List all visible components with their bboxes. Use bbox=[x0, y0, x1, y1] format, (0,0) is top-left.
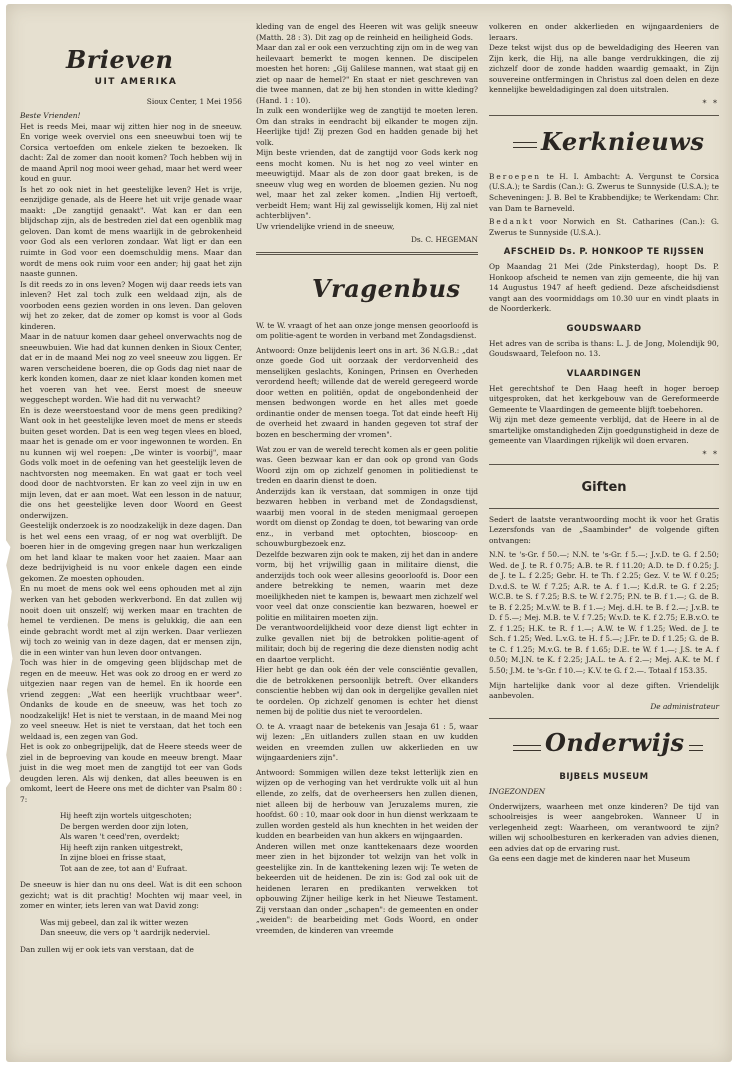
afscheid-heading: AFSCHEID Ds. P. HONKOOP TE RIJSSEN bbox=[503, 247, 705, 258]
brieven-title: Brieven bbox=[66, 45, 174, 74]
afscheid-text: Op Maandag 21 Mei (2de Pinksterdag), hoopt Ds. P. Honkoop afscheid te nemen van zijn gemeente, die hij van 14 Augustus 1947 af heeft gediend. Deze afscheidsdienst vangt aan des voormiddags om 10.30 uur en vindt plaats in de Noorderkerk. bbox=[489, 262, 719, 314]
divider bbox=[489, 464, 719, 465]
poem-line: Was mij gebeel, dan zal ik witter wezen bbox=[40, 917, 189, 927]
brieven-paragraph: Maar in de natuur komen daar geheel onverwachts nog de sneeuwbuien. Wie had dat kunnen denken in Sioux Center, dat er in de maand Mei nog zo veel sneeuw zou liggen. Er waren verscheidene boeren, die op Gods dag niet naar de kerk konden komen, daar ze niet klaar konden komen met het voeren van het vee. Eerst moest de sneeuw weggeschept worden. Wie had dit nu verwacht? bbox=[20, 332, 242, 405]
giften-signature: De administrateur bbox=[650, 701, 719, 711]
beroepen-label: Beroepen bbox=[489, 171, 542, 181]
brieven-paragraph: Is dit reeds zo in ons leven? Mogen wij daar reeds iets van inleven? Het zal toch zulk een weldaad zijn, als de voorboden eens gezien worden in ons leven. Dan geloven wij het zo zeker, dat de zomer op komst is voor al Gods kinderen. bbox=[20, 279, 242, 331]
poem-line: Dan sneeuw, die vers op 't aardrijk nederviel. bbox=[40, 928, 211, 938]
answer-continued: volkeren en onder akkerlieden en wijngaardeniers de leraars. bbox=[489, 22, 719, 42]
giften-intro: Sedert de laatste verantwoording mocht ik voor het Gratis Lezersfonds van de „Saambinder" de volgende giften ontvangen: bbox=[489, 514, 719, 545]
beroepen-text: te H. I. Ambacht: A. Vergunst te Corsica (U.S.A.); te Sardis (Can.): G. Zwerus te Sunnyside (U.S.A.); te Scheveningen: J. B. Bel te Krabbendijke; te Werkendam: Chr. van Dam te Barneveld. bbox=[489, 171, 719, 213]
brieven-paragraph: Dan zullen wij er ook iets van verstaan, dat de bbox=[20, 944, 194, 954]
poem-line: Als waren 't ceed'ren, overdekt; bbox=[60, 832, 180, 842]
kerknieuws-title: Kerknieuws bbox=[537, 130, 708, 154]
answer: Antwoord: Sommigen willen deze tekst letterlijk zien en wijzen op de verhoging van het verdrukte volk uit al hun ellende, zo zelfs, dat de overheersers hen zullen dienen, niet alleen bij de herbouw van Jeruzalems muren, zie hoofdst. 60 : 10, maar ook door in hun dienst werkzaam te zullen worden gesteld als hun knechten in het weiden der kudden en bearbeiden van hun akkers en wijngaarden. bbox=[256, 767, 478, 841]
vlaardingen-text: Het gerechtshof te Den Haag heeft in hoger beroep uitgesproken, dat het kerkgebouw van de Gereformeerde Gemeente te Vlaardingen de gemeente blijft toebehoren. bbox=[489, 383, 719, 414]
giften-title: Giften bbox=[581, 480, 627, 496]
answer: Anderzijds kan ik verstaan, dat sommigen in onze tijd bezwaren hebben in verband met de Zondagsdienst, waarbij men vooral in de steden menigmaal geroepen wordt om dienst op Zondag te doen, tot bewaring van orde enz., in verband met optochten, bioscoop- en schouwburgbezoek enz. bbox=[256, 486, 478, 549]
giften-list: N.N. te 's-Gr. f 50.—; N.N. te 's-Gr. f 5.—; J.v.D. te G. f 2.50; Wed. de J. te R. f 0.75; A.B. te R. f 11.20; A.D. te D. f 0.25; J. de J. te L. f 2.25; Gebr. H. te Th. f 2.25; Gez. V. te W. f 0.25; D.v.d.S. te W. f 7.25; A.R. te A. f 1.—; K.d.R. te G. f 2.25; W.C.B. te S. f 7.25; B.S. te W. f 2.75; P.N. te B. f 1.—; G. de B. te B. f 2.25; M.v.W. te B. f 1.—; Mej. d.H. te B. f 2.—; J.v.B. te D. f 5.—; Mej. M.B. te V. f 7.25; W.v.D. te K. f 2.75; E.B.v.O. te Z. f 1.25; H.K. te R. f 1.—; A.W. te W. f 1.25; Wed. de J. te Sch. f 1.25; Wed. L.v.G. te H. f 5.—; J.Fr. te D. f 1.25; G. de B. te C. f 1.25; M.v.G. te B. f 1.65; D.E. te W. f 1.—; J.S. te A. f 0.50; M.J.N. te K. f 2.25; J.A.L. te A. f 2.—; Mej. A.K. te M. f 5.50; J.M. te 's-Gr. f 10.—; K.V. te G. f 2.—. Totaal f 153.35. bbox=[489, 550, 719, 675]
brieven-paragraph: En is deze weerstoestand voor de mens geen prediking? Want ook in het geestelijke leven moet de mens er steeds buiten geset worden. Dat is een weg tegen vlees en bloed, maar het is genade om er voor ingewonnen te worden. En nu kunnen wij wel roepen: „De winter is voorbij", maar Gods volk moet in de oefening van het geestelijk leven de nachtvorsten nog meemaken. En wat gaat er toch veel dood door de nachtvorsten. Er kan zo veel zijn in uw en mijn leven, dat er aan moet. Wat een lesson in de natuur, die ons het geestelijke leven door Woord en Geest onderwijzen. bbox=[20, 405, 242, 520]
onderwijs-title: Onderwijs bbox=[541, 731, 689, 755]
brieven-paragraph: In zulk een wonderlijke weg de zangtijd te moeten leren. Om dan straks in eendracht bij elkander te mogen zijn. Heerlijke tijd! Zij prezen God en hadden genade bij het volk. bbox=[256, 106, 478, 147]
middle-column bbox=[256, 22, 478, 936]
bedankt-entry bbox=[489, 217, 719, 238]
divider bbox=[256, 252, 478, 255]
right-column bbox=[489, 22, 719, 865]
kerknieuws-banner bbox=[489, 126, 719, 160]
answer: Antwoord: Onze belijdenis leert ons in art. 36 N.G.B.: „dat onze goede God uit oorzaak der verdorvenheid des menselijken geslachts, Koningen, Prinsen en Overheden verordend heeft; willende dat de wereld geregeerd worde door wetten en politiën, opdat de ongebondenheid der mensen bedwongen worde en het alles met goede ordinantie onder de mensen toega. Tot dat einde heeft Hij de overheid het zwaard in handen gegeven tot straf der bozen en bescherming der vromen". bbox=[256, 345, 478, 439]
poem-line: Tot aan de zee, tot aan d' Eufraat. bbox=[60, 863, 188, 873]
brieven-paragraph: En nu moet de mens ook wel eens ophouden met al zijn werken van het geboden werkverbond. En dat zullen wij nooit doen uit onszelf; wij werken maar en trachten de hemel te verdienen. De mens is gelukkig, die aan een einde gebracht wordt met al zijn werken. Daar verliezen wij toch zo weinig van in deze dagen, dat er mensen zijn, die in een winter van hun leven door ontvangen. bbox=[20, 584, 242, 657]
onderwijs-text: Ga eens een dagje met de kinderen naar het Museum bbox=[489, 854, 691, 864]
answer: Anderen willen met onze kanttekenaars deze woorden meer zien in het bijzonder tot welzijn van het volk in geestelijke zin. In de kanttekening lezen wij: Te weten de bekeerden uit de heidenen. De zin is: God zal ook uit de heidenen leraren en predikanten verwekken tot opbouwing Zijner heilige kerk in het Nieuwe Testament. Zij verstaan dan onder „schapen": de gemeenten en onder „weiden": de bearbeiding met Gods Woord, en onder vreemden, de kinderen van vreemde bbox=[256, 841, 478, 935]
newspaper-page bbox=[6, 4, 732, 1062]
answer: Wat zou er van de wereld terecht komen als er geen politie was. Geen bezwaar kan er dan ook op grond van Gods Woord zijn om op zichzelf genomen in politiedienst te treden en daarin dienst te doen. bbox=[256, 444, 478, 486]
brieven-paragraph: Het is reeds Mei, maar wij zitten hier nog in de sneeuw. En vorige week overviel ons een sneeuwbui toen wij te Corsica vertoefden om enkele zieken te bezoeken. Ik dacht: Zal de zomer dan nooit komen? Toch hebben wij in de maand April nog mooi weer gehad, maar het werd weer koud en guur. bbox=[20, 121, 242, 184]
divider bbox=[489, 508, 719, 509]
brieven-column bbox=[20, 22, 242, 956]
brieven-paragraph: De sneeuw is hier dan nu ons deel. Wat is dit een schoon gezicht; wat is dit prachtig! Mochten wij maar veel, in zomer en winter, iets leren van wat David zong: bbox=[20, 880, 242, 911]
david-poem bbox=[40, 918, 242, 939]
dateline: Sioux Center, 1 Mei 1956 bbox=[146, 96, 242, 106]
answer: De verantwoordelijkheid voor deze dienst ligt echter in zulke gevallen niet bij de betrokken politie-agent of militair, doch bij de regering die deze diensten nodig acht en daartoe verplicht. bbox=[256, 623, 478, 664]
vragenbus-title: Vragenbus bbox=[312, 273, 461, 303]
brieven-paragraph: Uw vriendelijke vriend in de sneeuw, bbox=[256, 221, 395, 231]
giften-thanks: Mijn hartelijke dank voor al deze giften. Vriendelijk aanbevolen. bbox=[489, 680, 719, 701]
brieven-paragraph: kleding van de engel des Heeren wit was gelijk sneeuw (Matth. 28 : 3). Dit zag op de reinheid en heiligheid Gods. bbox=[256, 22, 478, 42]
vlaardingen-heading: VLAARDINGEN bbox=[566, 368, 642, 379]
beroepen-entry bbox=[489, 172, 719, 214]
divider bbox=[489, 718, 719, 719]
poem-line: In zijne bloei en frisse staat, bbox=[60, 853, 167, 863]
question: W. te W. vraagt of het aan onze jonge mensen geoorloofd is om politie-agent te worden in verband met Zondagsdienst. bbox=[256, 320, 478, 341]
divider bbox=[489, 115, 719, 116]
answer: Hier hebt ge dan ook één der vele consciëntie gevallen, die de betrokkenen persoonlijk betreft. Over elkanders conscientie hebben wij dan ook in dergelijke gevallen niet te oordelen. Op zichzelf genomen is echter het dienst nemen bij de politie dus niet te veroordelen. bbox=[256, 665, 478, 717]
vlaardingen-text: Wij zijn met deze gemeente verblijd, dat de Heere in al de smartelijke omstandigheden Zijn goedgunstigheid in deze de gemeente van Vlaardingen rijkelijk wil doen ervaren. bbox=[489, 415, 719, 446]
psalm-poem bbox=[60, 811, 242, 874]
brieven-paragraph: Maar dan zal er ook een verzuchting zijn om in de weg van heilevaart bemerkt te mogen kennen. De discipelen moesten het horen: „Gij Galilese mannen, wat staat gij en ziet op naar de hemel?" En staat er niet geschreven van die twee mannen, dat ze bij hen stonden in witte kleding? (Hand. 1 : 10). bbox=[256, 43, 478, 105]
brieven-paragraph: Mijn beste vrienden, dat de zangtijd voor Gods kerk nog eens mocht komen. Nu is het nog zo veel winter en meeuwigtijd. Maar als de zon door gaat breken, is de sneeuw vlug weg en worden de bloemen gezien. Nu nog wel, maar het zal zeker komen. „Indien Hij vertoeft, verbeidt Hem; want Hij zal gewisselijk komen, Hij zal niet achterblijven". bbox=[256, 148, 478, 221]
bedankt-label: Bedankt bbox=[489, 217, 535, 227]
onderwijs-banner bbox=[489, 728, 719, 763]
ingezonden-label: INGEZONDEN bbox=[489, 787, 546, 797]
answer-continued: Deze tekst wijst dus op de beweldadiging des Heeren van Zijn kerk, die Hij, na alle bange verdrukkingen, die zij zichzelf door de zonde hadden waardig gemaakt, in Zijn souvereine ontfermingen in Christus zal doen delen en deze kennelijke beweldadigingen zal doen uitstralen. bbox=[489, 43, 719, 95]
salutation: Beste Vrienden! bbox=[20, 111, 81, 121]
bedankt-text: voor Norwich en St. Catharines (Can.): G. Zwerus te Sunnyside (U.S.A.). bbox=[489, 217, 719, 237]
goudswaard-heading: GOUDSWAARD bbox=[566, 323, 642, 334]
onderwijs-text: Onderwijzers, waarheen met onze kinderen? De tijd van schoolreisjes is weer aangebroken. Wanneer U in verlegenheid zegt: Waarheen, om verantwoord te zijn? willen wij schoolbesturen en kerkeraden van advies dienen, een advies dat op de ervaring rust. bbox=[489, 801, 719, 853]
goudswaard-text: Het adres van de scriba is thans: L. J. de Jong, Molendijk 90, Goudswaard, Telefoon no. 13. bbox=[489, 338, 719, 359]
signature: Ds. C. HEGEMAN bbox=[410, 235, 478, 245]
poem-line: Hij heeft zijn ranken uitgestrekt, bbox=[60, 842, 183, 852]
answer: Dezelfde bezwaren zijn ook te maken, zij het dan in andere vorm, bij het vrijwillig gaan in militaire dienst, die anderzijds toch ook weer allesins geoorloofd is. Door een andere betrekking te nemen, waarin met deze moeilijkheden niet te kampen is, bewaart men zichzelf wel voor veel dat onze conscientie kan bezwaren, hoewel er politie en militairen moeten zijn. bbox=[256, 549, 478, 622]
brieven-paragraph: Toch was hier in de omgeving geen blijdschap met de regen en de meeuw. Het was ook zo droog en er werd zo uitgezien naar regen van de hemel. En ik hoorde een vriend zeggen: „Wat een heerlijk vruchtbaar weer". Ondanks de koude en de sneeuw, was het toch zo noodzakelijk! Het is niet te verstaan, in de maand Mei nog zo veel sneeuw. Het is niet te verstaan, dat het toch een weldaad is, een zegen van God. bbox=[20, 658, 242, 741]
question: O. te A. vraagt naar de betekenis van Jesaja 61 : 5, waar wij lezen: „En uitlanders zullen staan en uw kudden weiden en vreemden zullen uw akkerlieden en uw wijngaardeniers zijn". bbox=[256, 721, 478, 763]
brieven-paragraph: Geestelijk onderzoek is zo noodzakelijk in deze dagen. Dan is het wel eens een vraag, of er nog wat overblijft. De boeren hier in de omgeving gregen naar hun werkzaligen om het land klaar te maken voor het zaaien. Maar aan deze bedrijvigheid is nu voor enkele dagen een einde gekomen. Ze moesten ophouden. bbox=[20, 521, 242, 583]
poem-line: Hij heeft zijn wortels uitgeschoten; bbox=[60, 811, 192, 821]
brieven-paragraph: Is het zo ook niet in het geestelijke leven? Het is vrije, eenzijdige genade, als de Heere het uit vrije genade waar maakt: „De zangtijd genaakt". Wat kan er dan een blijdschap zijn, als de bestreden ziel dat een ogenblik mag geloven. Dan komt de mens waarlijk in de gebrokenheid voor God als een verloren zondaar. Wat ligt er dan een ruimte in God voor een doemschuldig mens. Maar dan wordt de mens ook ruim voor een ander; hij gaat het zijn naaste gunnen. bbox=[20, 184, 242, 279]
poem-line: De bergen werden door zijn loten, bbox=[60, 821, 189, 831]
separator-stars: * * bbox=[702, 98, 719, 108]
brieven-paragraph: Het is ook zo onbegrijpelijk, dat de Heere steeds weer de ziel in de beproeving van koude en meeuw brengt. Maar juist in die weg moet men de zangtijd tot eer van Gods deugden leren. Als wij denken, dat alles beeuwen is en omkomt, leert de Heere ons met de dichter van Psalm 80 : 7: bbox=[20, 742, 242, 804]
museum-heading: BIJBELS MUSEUM bbox=[559, 772, 649, 783]
brieven-subtitle: UIT AMERIKA bbox=[94, 77, 178, 87]
separator-stars: * * bbox=[702, 449, 719, 459]
torn-edge bbox=[6, 534, 16, 794]
